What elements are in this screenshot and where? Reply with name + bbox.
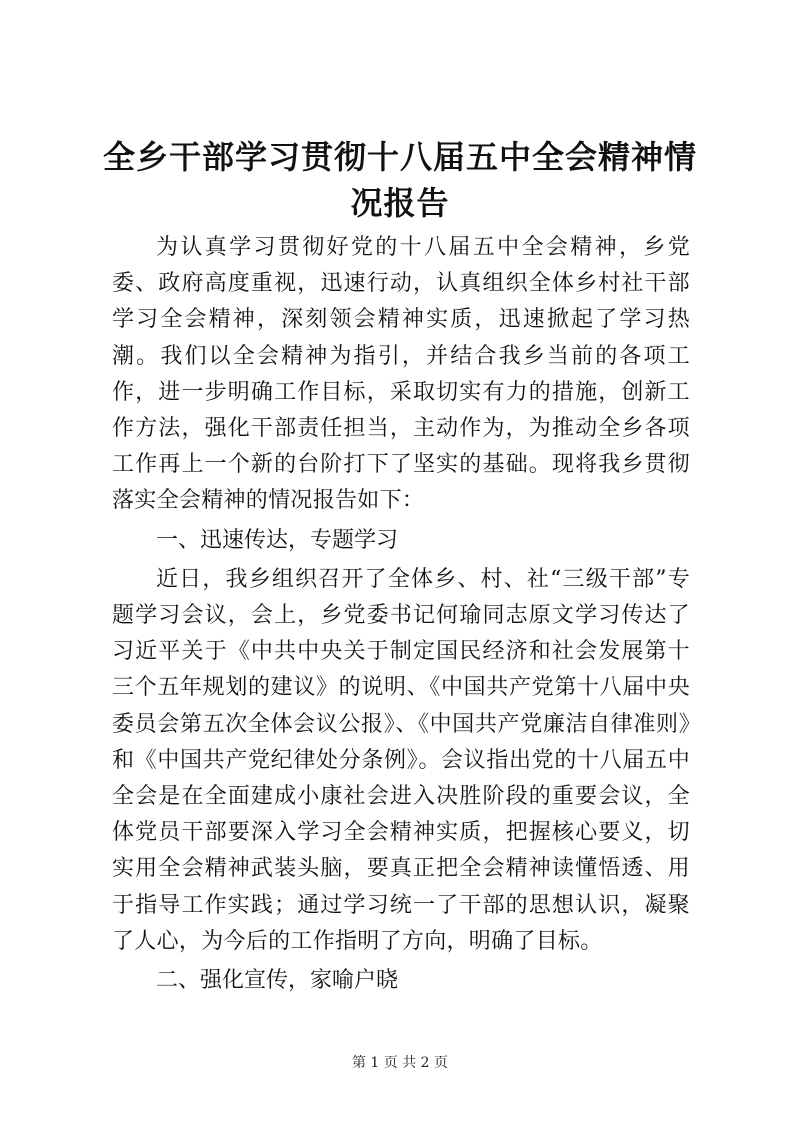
intro-paragraph: 为认真学习贯彻好党的十八届五中全会精神，乡党委、政府高度重视，迅速行动，认真组织全体乡村社干部学习全会精神，深刻领会精神实质，迅速掀起了学习热潮。我们以全会精神为指引，并结合我乡当前的各项工作，进一步明确工作目标，采取切实有力的措施，创新工作方法，强化干部责任担当，主动作为，为推动全乡各项工作再上一个新的台阶打下了坚实的基础。现将我乡贯彻落实全会精神的情况报告如下： <box>112 235 690 514</box>
section-heading-1: 一、迅速传达，专题学习 <box>156 527 399 553</box>
document-title: 全乡干部学习贯彻十八届五中全会精神情况报告 <box>102 138 697 222</box>
page-footer: 第 1 页 共 2 页 <box>351 1055 449 1071</box>
section-heading-2: 二、强化宣传，家喻户晓 <box>156 968 399 994</box>
document-body <box>112 230 690 1002</box>
section-1-paragraph: 近日，我乡组织召开了全体乡、村、社“三级干部”专题学习会议，会上，乡党委书记何瑜同志原文学习传达了习近平关于《中共中央关于制定国民经济和社会发展第十三个五年规划的建议》的说明、《中国共产党第十八届中央委员会第五次全体会议公报》、《中国共产党廉洁自律准则》和《中国共产党纪律处分条例》。会议指出党的十八届五中全会是在全面建成小康社会进入决胜阶段的重要会议，全体党员干部要深入学习全会精神实质，把握核心要义，切实用全会精神武装头脑，要真正把全会精神读懂悟透、用于指导工作实践；通过学习统一了干部的思想认识，凝聚了人心，为今后的工作指明了方向，明确了目标。 <box>112 566 690 954</box>
